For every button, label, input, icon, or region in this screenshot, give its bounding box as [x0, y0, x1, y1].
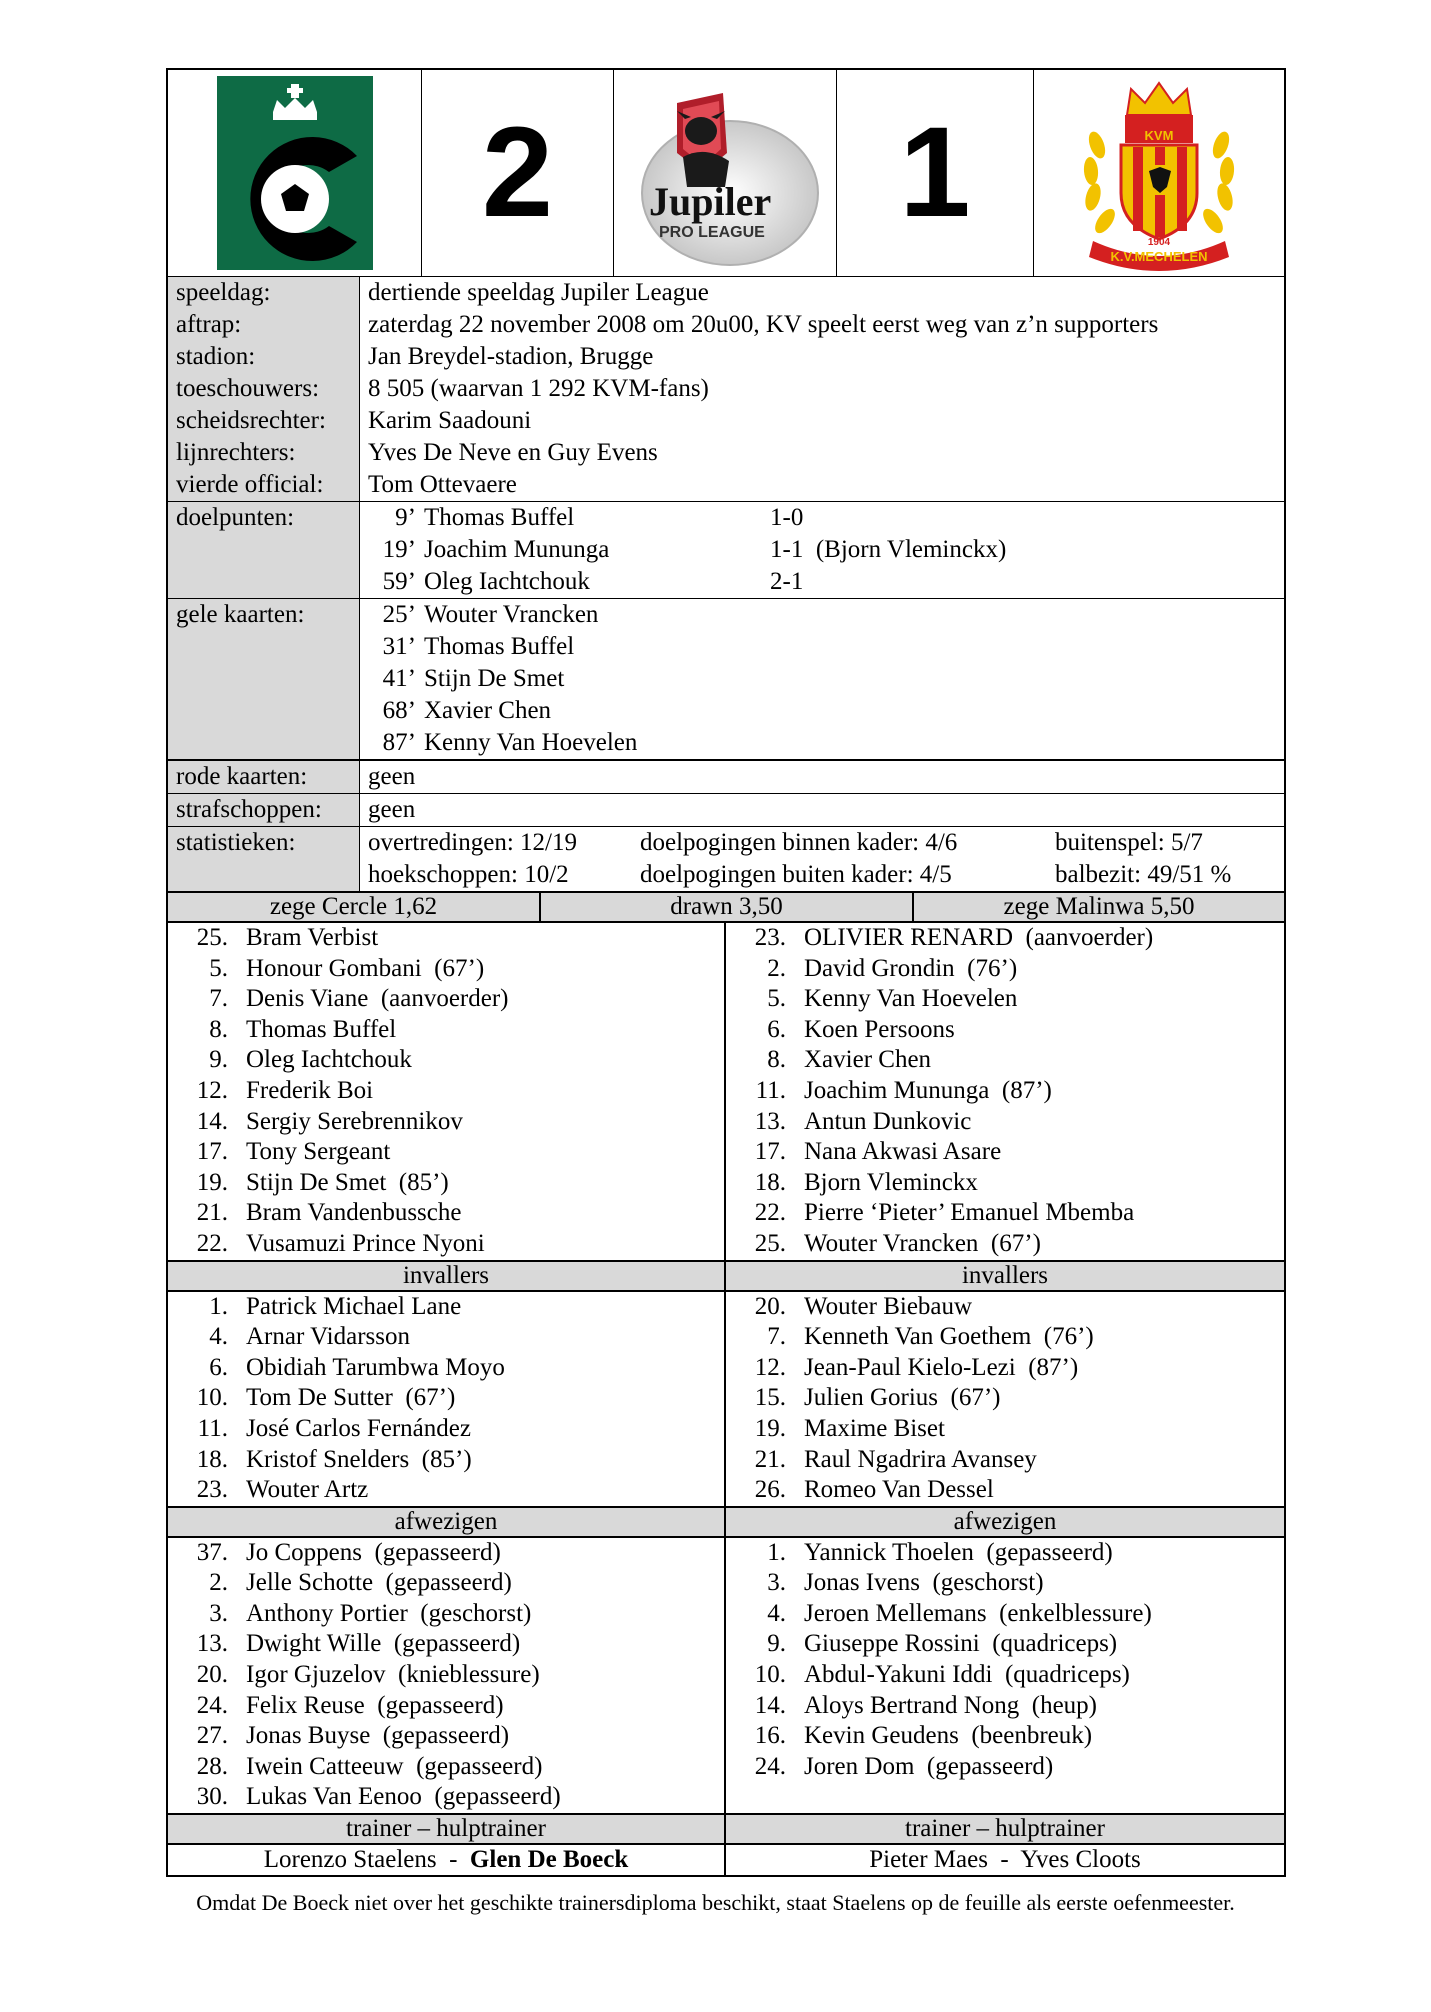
- stat-offside: buitenspel: 5/7: [1055, 829, 1203, 856]
- goal-minute: 19’: [382, 536, 416, 563]
- away-logo-cell: [1034, 70, 1284, 276]
- footnote: Omdat De Boeck niet over het geschikte trainersdiploma beschikt, staat Staelens op de feuille als eerste oefenmeester.: [196, 1890, 1235, 1915]
- shirt-number: 21.: [196, 1199, 228, 1227]
- yellow-card-row: [368, 599, 1284, 631]
- yellow-card-row: [368, 727, 1284, 759]
- player-name: Raul Ngadrira Avansey: [804, 1445, 1037, 1473]
- subs-home-label: invallers: [168, 1262, 726, 1290]
- subs-away-label: invallers: [961, 1261, 1049, 1289]
- player-name: Kenny Van Hoevelen: [804, 985, 1018, 1013]
- shirt-number: 5.: [209, 954, 228, 982]
- shirt-number: 20.: [754, 1292, 786, 1320]
- shirt-number: 3.: [209, 1599, 228, 1627]
- list-item: [726, 1691, 1284, 1722]
- player-name: Kevin Geudens (beenbreuk): [804, 1722, 1093, 1750]
- absent-header: [168, 1506, 1284, 1538]
- player-name: Aloys Bertrand Nong (heup): [804, 1691, 1097, 1719]
- list-item: [726, 923, 1284, 954]
- trainer-home-second: Glen De Boeck: [469, 1846, 629, 1874]
- shirt-number: 20.: [196, 1661, 228, 1689]
- list-item: [726, 1229, 1284, 1260]
- list-item: [726, 954, 1284, 985]
- player-name: Bram Vandenbussche: [246, 1199, 462, 1227]
- shirt-number: 12.: [196, 1076, 228, 1104]
- player-name: David Grondin (76’): [804, 954, 1018, 982]
- list-item: [726, 1475, 1284, 1506]
- list-item: [726, 1721, 1284, 1752]
- stat-shots-on-target: doelpogingen binnen kader: 4/6: [640, 829, 958, 856]
- shirt-number: 21.: [754, 1445, 786, 1473]
- pro-league-word: PRO LEAGUE: [659, 224, 765, 241]
- player-name: Stijn De Smet (85’): [246, 1168, 449, 1196]
- shirt-number: 37.: [196, 1538, 228, 1566]
- shirt-number: 9.: [767, 1630, 786, 1658]
- yellow-card-minute: 25’: [382, 601, 416, 628]
- list-item: [168, 1168, 724, 1199]
- player-name: Tony Sergeant: [246, 1138, 391, 1166]
- player-name: Jean-Paul Kielo-Lezi (87’): [804, 1353, 1079, 1381]
- statistics-values: [360, 827, 1284, 891]
- list-item: [168, 1198, 724, 1229]
- league-logo-cell: [614, 70, 837, 276]
- shirt-number: 24.: [196, 1691, 228, 1719]
- list-item: [168, 1414, 724, 1445]
- yellow-card-minute: 31’: [382, 633, 416, 660]
- player-name: Koen Persoons: [804, 1015, 955, 1043]
- shirt-number: 22.: [196, 1229, 228, 1257]
- goal-score: 1-1 (Bjorn Vleminckx): [770, 536, 1007, 563]
- list-item: [726, 1445, 1284, 1476]
- list-item: [168, 1107, 724, 1138]
- list-item: [168, 1660, 724, 1691]
- player-name: Jelle Schotte (gepasseerd): [246, 1569, 512, 1597]
- trainer-home-first: Lorenzo Staelens -: [263, 1846, 470, 1874]
- player-name: Jonas Ivens (geschorst): [804, 1569, 1044, 1597]
- subs-header: [168, 1260, 1284, 1292]
- list-item: [726, 1353, 1284, 1384]
- yellow-cards-row: [168, 599, 1284, 761]
- list-item: [168, 954, 724, 985]
- player-name: Xavier Chen: [804, 1046, 932, 1074]
- shirt-number: 26.: [754, 1476, 786, 1504]
- subs-block: [168, 1292, 1284, 1506]
- lineup-block: [168, 923, 1284, 1260]
- list-item: [168, 1629, 724, 1660]
- kvm-letters: KVM: [1144, 128, 1174, 143]
- player-name: Maxime Biset: [804, 1414, 945, 1442]
- list-item: [168, 1445, 724, 1476]
- jupiler-word: Jupiler: [649, 179, 772, 224]
- score-header: [168, 70, 1284, 277]
- list-item: [168, 1137, 724, 1168]
- yellow-cards-list: [360, 599, 1284, 759]
- list-item: [168, 984, 724, 1015]
- shirt-number: 18.: [196, 1445, 228, 1473]
- goals-row: [168, 502, 1284, 599]
- goal-row: [368, 566, 1284, 598]
- player-name: Wouter Biebauw: [804, 1292, 973, 1320]
- kv-mechelen-logo: [1079, 75, 1239, 271]
- list-item: [726, 1538, 1284, 1569]
- player-name: Jonas Buyse (gepasseerd): [246, 1722, 510, 1750]
- odds-away: zege Malinwa 5,50: [1003, 893, 1195, 920]
- list-item: [168, 1015, 724, 1046]
- value-aftrap: zaterdag 22 november 2008 om 20u00, KV speelt eerst weg van z’n supporters: [368, 311, 1159, 338]
- shirt-number: 3.: [767, 1569, 786, 1597]
- value-speeldag: dertiende speeldag Jupiler League: [368, 279, 709, 306]
- absent-away-label: afwezigen: [953, 1507, 1057, 1535]
- shirt-number: 7.: [767, 1323, 786, 1351]
- list-item: [168, 1383, 724, 1414]
- goal-player: Joachim Mununga: [424, 536, 610, 563]
- yellow-card-player: Kenny Van Hoevelen: [424, 729, 638, 756]
- shirt-number: 30.: [196, 1783, 228, 1811]
- shirt-number: 14.: [196, 1107, 228, 1135]
- player-name: Obidiah Tarumbwa Moyo: [246, 1353, 505, 1381]
- label-scheidsrechter: scheidsrechter:: [176, 407, 326, 434]
- player-name: Vusamuzi Prince Nyoni: [246, 1229, 485, 1257]
- value-toeschouwers: 8 505 (waarvan 1 292 KVM-fans): [368, 375, 709, 402]
- trainers-away-label: trainer – hulptrainer: [905, 1815, 1105, 1843]
- label-toeschouwers: toeschouwers:: [176, 375, 320, 402]
- player-name: Wouter Vrancken (67’): [804, 1229, 1041, 1257]
- list-item: [726, 1322, 1284, 1353]
- player-name: Yannick Thoelen (gepasseerd): [804, 1538, 1113, 1566]
- list-item: [168, 1076, 724, 1107]
- yellow-card-player: Stijn De Smet: [424, 665, 565, 692]
- shirt-number: 22.: [754, 1199, 786, 1227]
- value-lijnrechters: Yves De Neve en Guy Evens: [368, 439, 658, 466]
- info-block: [168, 277, 1284, 502]
- shirt-number: 19.: [754, 1414, 786, 1442]
- goal-minute: 59’: [382, 568, 416, 595]
- goal-row: [368, 534, 1284, 566]
- player-name: Denis Viane (aanvoerder): [246, 985, 509, 1013]
- list-item: [168, 1229, 724, 1260]
- shirt-number: 27.: [196, 1722, 228, 1750]
- statistics-label: statistieken:: [168, 827, 360, 891]
- label-vierde-official: vierde official:: [176, 471, 324, 498]
- shirt-number: 13.: [754, 1107, 786, 1135]
- yellow-card-player: Wouter Vrancken: [424, 601, 599, 628]
- player-name: Dwight Wille (gepasseerd): [246, 1630, 521, 1658]
- penalties-value: geen: [368, 796, 416, 823]
- shirt-number: 23.: [196, 1476, 228, 1504]
- shirt-number: 12.: [754, 1353, 786, 1381]
- label-stadion: stadion:: [176, 343, 256, 370]
- list-item: [168, 1691, 724, 1722]
- list-item: [168, 1721, 724, 1752]
- lineup-away: [726, 923, 1284, 1260]
- shirt-number: 2.: [767, 954, 786, 982]
- player-name: Bjorn Vleminckx: [804, 1168, 978, 1196]
- yellow-card-row: [368, 695, 1284, 727]
- yellow-card-row: [368, 663, 1284, 695]
- lineup-home: [168, 923, 726, 1260]
- red-cards-value: geen: [368, 763, 416, 790]
- player-name: Romeo Van Dessel: [804, 1476, 994, 1504]
- absent-home-label: afwezigen: [168, 1508, 726, 1536]
- player-name: Iwein Catteeuw (gepasseerd): [246, 1752, 543, 1780]
- list-item: [726, 1752, 1284, 1783]
- red-cards-row: [168, 761, 1284, 794]
- shirt-number: 10.: [196, 1384, 228, 1412]
- trainers-header: [168, 1813, 1284, 1845]
- player-name: Sergiy Serebrennikov: [246, 1107, 463, 1135]
- shirt-number: 16.: [754, 1722, 786, 1750]
- shirt-number: 9.: [209, 1046, 228, 1074]
- player-name: Bram Verbist: [246, 924, 379, 951]
- match-sheet: [166, 68, 1286, 1877]
- shirt-number: 23.: [754, 924, 786, 951]
- list-item: [726, 984, 1284, 1015]
- shirt-number: 14.: [754, 1691, 786, 1719]
- list-item: [726, 1568, 1284, 1599]
- list-item: [726, 1292, 1284, 1323]
- list-item: [168, 1475, 724, 1506]
- shirt-number: 19.: [196, 1168, 228, 1196]
- away-score: 1: [899, 101, 971, 244]
- player-name: Igor Gjuzelov (knieblessure): [246, 1661, 540, 1689]
- player-name: Antun Dunkovic: [804, 1107, 972, 1135]
- player-name: Kenneth Van Goethem (76’): [804, 1323, 1094, 1351]
- player-name: Honour Gombani (67’): [246, 954, 485, 982]
- odds-home: zege Cercle 1,62: [168, 893, 541, 921]
- list-item: [726, 1015, 1284, 1046]
- absent-away: [726, 1538, 1284, 1813]
- shirt-number: 24.: [754, 1752, 786, 1780]
- absent-home: [168, 1538, 726, 1813]
- value-stadion: Jan Breydel-stadion, Brugge: [368, 343, 654, 370]
- player-name: Jo Coppens (gepasseerd): [246, 1538, 501, 1566]
- info-labels: [168, 277, 360, 501]
- shirt-number: 10.: [754, 1661, 786, 1689]
- shirt-number: 18.: [754, 1168, 786, 1196]
- red-cards-label: rode kaarten:: [168, 761, 360, 793]
- player-name: Julien Gorius (67’): [804, 1384, 1001, 1412]
- yellow-card-minute: 87’: [382, 729, 416, 756]
- shirt-number: 1.: [209, 1292, 228, 1320]
- yellow-card-minute: 68’: [382, 697, 416, 724]
- list-item: [726, 1383, 1284, 1414]
- kvm-year: 1904: [1147, 237, 1171, 248]
- label-aftrap: aftrap:: [176, 311, 242, 338]
- list-item: [168, 1292, 724, 1323]
- list-item: [726, 1198, 1284, 1229]
- goal-row: [368, 502, 1284, 534]
- player-name: Tom De Sutter (67’): [246, 1384, 456, 1412]
- shirt-number: 6.: [767, 1015, 786, 1043]
- shirt-number: 17.: [196, 1138, 228, 1166]
- odds-draw: drawn 3,50: [541, 893, 914, 921]
- shirt-number: 7.: [209, 985, 228, 1013]
- stat-fouls: overtredingen: 12/19: [368, 829, 577, 856]
- yellow-card-player: Xavier Chen: [424, 697, 552, 724]
- player-name: Giuseppe Rossini (quadriceps): [804, 1630, 1118, 1658]
- stat-shots-off-target: doelpogingen buiten kader: 4/5: [640, 861, 952, 888]
- shirt-number: 11.: [755, 1076, 786, 1104]
- absent-block: [168, 1538, 1284, 1813]
- player-name: Frederik Boi: [246, 1076, 374, 1104]
- player-name: Patrick Michael Lane: [246, 1292, 462, 1320]
- list-item: [168, 1599, 724, 1630]
- list-item: [726, 1660, 1284, 1691]
- subs-home: [168, 1292, 726, 1506]
- kvm-ribbon: K.V.MECHELEN: [1110, 249, 1208, 264]
- list-item: [726, 1414, 1284, 1445]
- subs-away: [726, 1292, 1284, 1506]
- shirt-number: 8.: [767, 1046, 786, 1074]
- player-name: Abdul-Yakuni Iddi (quadriceps): [804, 1661, 1130, 1689]
- goals-label: doelpunten:: [168, 502, 360, 598]
- trainers-home-label: trainer – hulptrainer: [168, 1815, 726, 1843]
- list-item: [726, 1076, 1284, 1107]
- goal-player: Thomas Buffel: [424, 504, 575, 531]
- value-scheidsrechter: Karim Saadouni: [368, 407, 532, 434]
- player-name: Felix Reuse (gepasseerd): [246, 1691, 504, 1719]
- trainers-row: [168, 1845, 1284, 1875]
- list-item: [168, 1045, 724, 1076]
- player-name: Kristof Snelders (85’): [246, 1445, 472, 1473]
- home-logo-cell: [168, 70, 422, 276]
- shirt-number: 15.: [754, 1384, 786, 1412]
- away-score-cell: [837, 70, 1034, 276]
- label-speeldag: speeldag:: [176, 279, 271, 306]
- player-name: Wouter Artz: [246, 1476, 369, 1504]
- goal-minute: 9’: [395, 504, 416, 531]
- goals-list: [360, 502, 1284, 598]
- stat-possession: balbezit: 49/51 %: [1055, 861, 1232, 888]
- list-item: [726, 1629, 1284, 1660]
- shirt-number: 2.: [209, 1569, 228, 1597]
- player-name: Joachim Mununga (87’): [804, 1076, 1052, 1104]
- home-score: 2: [481, 101, 554, 244]
- yellow-cards-label: gele kaarten:: [168, 599, 360, 759]
- shirt-number: 13.: [196, 1630, 228, 1658]
- list-item: [726, 1137, 1284, 1168]
- player-name: Oleg Iachtchouk: [246, 1046, 412, 1074]
- label-lijnrechters: lijnrechters:: [176, 439, 296, 466]
- shirt-number: 11.: [197, 1414, 228, 1442]
- player-name: Jeroen Mellemans (enkelblessure): [804, 1599, 1152, 1627]
- shirt-number: 4.: [767, 1599, 786, 1627]
- goal-score: 2-1: [770, 568, 804, 595]
- player-name: José Carlos Fernández: [246, 1414, 471, 1442]
- shirt-number: 5.: [767, 985, 786, 1013]
- trainers-away: Pieter Maes - Yves Cloots: [869, 1846, 1141, 1874]
- list-item: [168, 923, 724, 954]
- player-name: Thomas Buffel: [246, 1015, 397, 1043]
- list-item: [726, 1107, 1284, 1138]
- shirt-number: 17.: [754, 1138, 786, 1166]
- shirt-number: 6.: [209, 1353, 228, 1381]
- info-values: [360, 277, 1284, 501]
- list-item: [168, 1322, 724, 1353]
- player-name: Pierre ‘Pieter’ Emanuel Mbemba: [804, 1199, 1135, 1227]
- stat-corners: hoekschoppen: 10/2: [368, 861, 569, 888]
- list-item: [726, 1168, 1284, 1199]
- yellow-card-row: [368, 631, 1284, 663]
- shirt-number: 25.: [754, 1229, 786, 1257]
- statistics-row: [168, 827, 1284, 893]
- yellow-card-minute: 41’: [382, 665, 416, 692]
- trainers-home: [168, 1845, 726, 1875]
- yellow-card-player: Thomas Buffel: [424, 633, 575, 660]
- goal-score: 1-0: [770, 504, 816, 531]
- list-item: [726, 1045, 1284, 1076]
- home-score-cell: [422, 70, 614, 276]
- player-name: Lukas Van Eenoo (gepasseerd): [246, 1783, 561, 1811]
- player-name: Nana Akwasi Asare: [804, 1138, 1002, 1166]
- cercle-brugge-logo: [217, 76, 373, 270]
- player-name: OLIVIER RENARD (aanvoerder): [804, 924, 1154, 951]
- shirt-number: 25.: [196, 924, 228, 951]
- goal-player: Oleg Iachtchouk: [424, 568, 590, 595]
- player-name: Anthony Portier (geschorst): [246, 1599, 532, 1627]
- shirt-number: 28.: [196, 1752, 228, 1780]
- shirt-number: 8.: [209, 1015, 228, 1043]
- shirt-number: 1.: [767, 1538, 786, 1566]
- odds-row: [168, 893, 1284, 923]
- penalties-label: strafschoppen:: [168, 794, 360, 826]
- list-item: [168, 1538, 724, 1569]
- list-item: [168, 1752, 724, 1783]
- penalties-row: [168, 794, 1284, 827]
- list-item: [168, 1782, 724, 1813]
- list-item: [168, 1353, 724, 1384]
- list-item: [726, 1599, 1284, 1630]
- list-item: [168, 1568, 724, 1599]
- player-name: Joren Dom (gepasseerd): [804, 1752, 1054, 1780]
- value-vierde-official: Tom Ottevaere: [368, 471, 517, 498]
- jupiler-pro-league-logo: [625, 75, 825, 271]
- player-name: Arnar Vidarsson: [246, 1323, 410, 1351]
- shirt-number: 4.: [209, 1323, 228, 1351]
